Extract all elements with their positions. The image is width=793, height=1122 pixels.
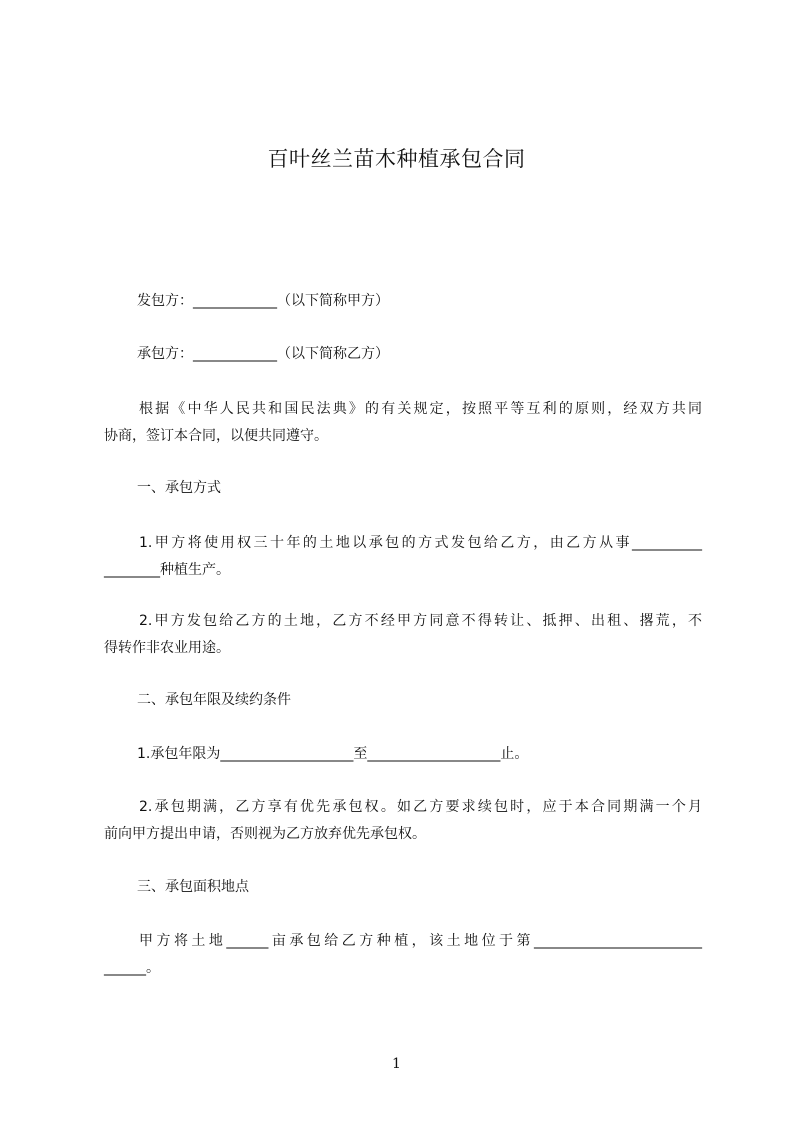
section-1-heading: 一、承包方式 [137, 480, 221, 496]
intro-line-2: 协商，签订本合同，以便共同遵守。 [104, 428, 328, 444]
document-title: 百叶丝兰苗木种植承包合同 [267, 147, 526, 171]
page-number: 1 [392, 1056, 401, 1072]
s2-para2-line-2: 前向甲方提出申请，否则视为乙方放弃优先承包权。 [104, 826, 426, 842]
s2-para2-line-1: 2.承包期满，乙方享有优先承包权。如乙方要求续包时，应于本合同期满一个月 [139, 799, 702, 815]
section-3-heading: 三、承包面积地点 [137, 879, 249, 895]
s1-para2-line-1: 2.甲方发包给乙方的土地，乙方不经甲方同意不得转让、抵押、出租、撂荒，不 [139, 613, 702, 629]
intro-line-1: 根据《中华人民共和国民法典》的有关规定，按照平等互利的原则，经双方共同 [139, 401, 702, 417]
party-a-line: 发包方：____________（以下简称甲方） [137, 293, 389, 309]
s1-para2-line-2: 得转作非农业用途。 [104, 640, 230, 656]
s1-para1-line-2: ________种植生产。 [104, 562, 230, 578]
party-b-line: 承包方：____________（以下简称乙方） [137, 346, 389, 362]
section-2-heading: 二、承包年限及续约条件 [137, 692, 291, 708]
s3-para1-line-2: ______。 [104, 960, 160, 976]
s1-para1-line-1: 1.甲方将使用权三十年的土地以承包的方式发包给乙方，由乙方从事__________ [139, 535, 702, 551]
s2-para1: 1.承包年限为___________________至___________________止。 [137, 746, 529, 762]
s3-para1-line-1: 甲方将土地______亩承包给乙方种植，该土地位于第________________________ [139, 933, 702, 949]
